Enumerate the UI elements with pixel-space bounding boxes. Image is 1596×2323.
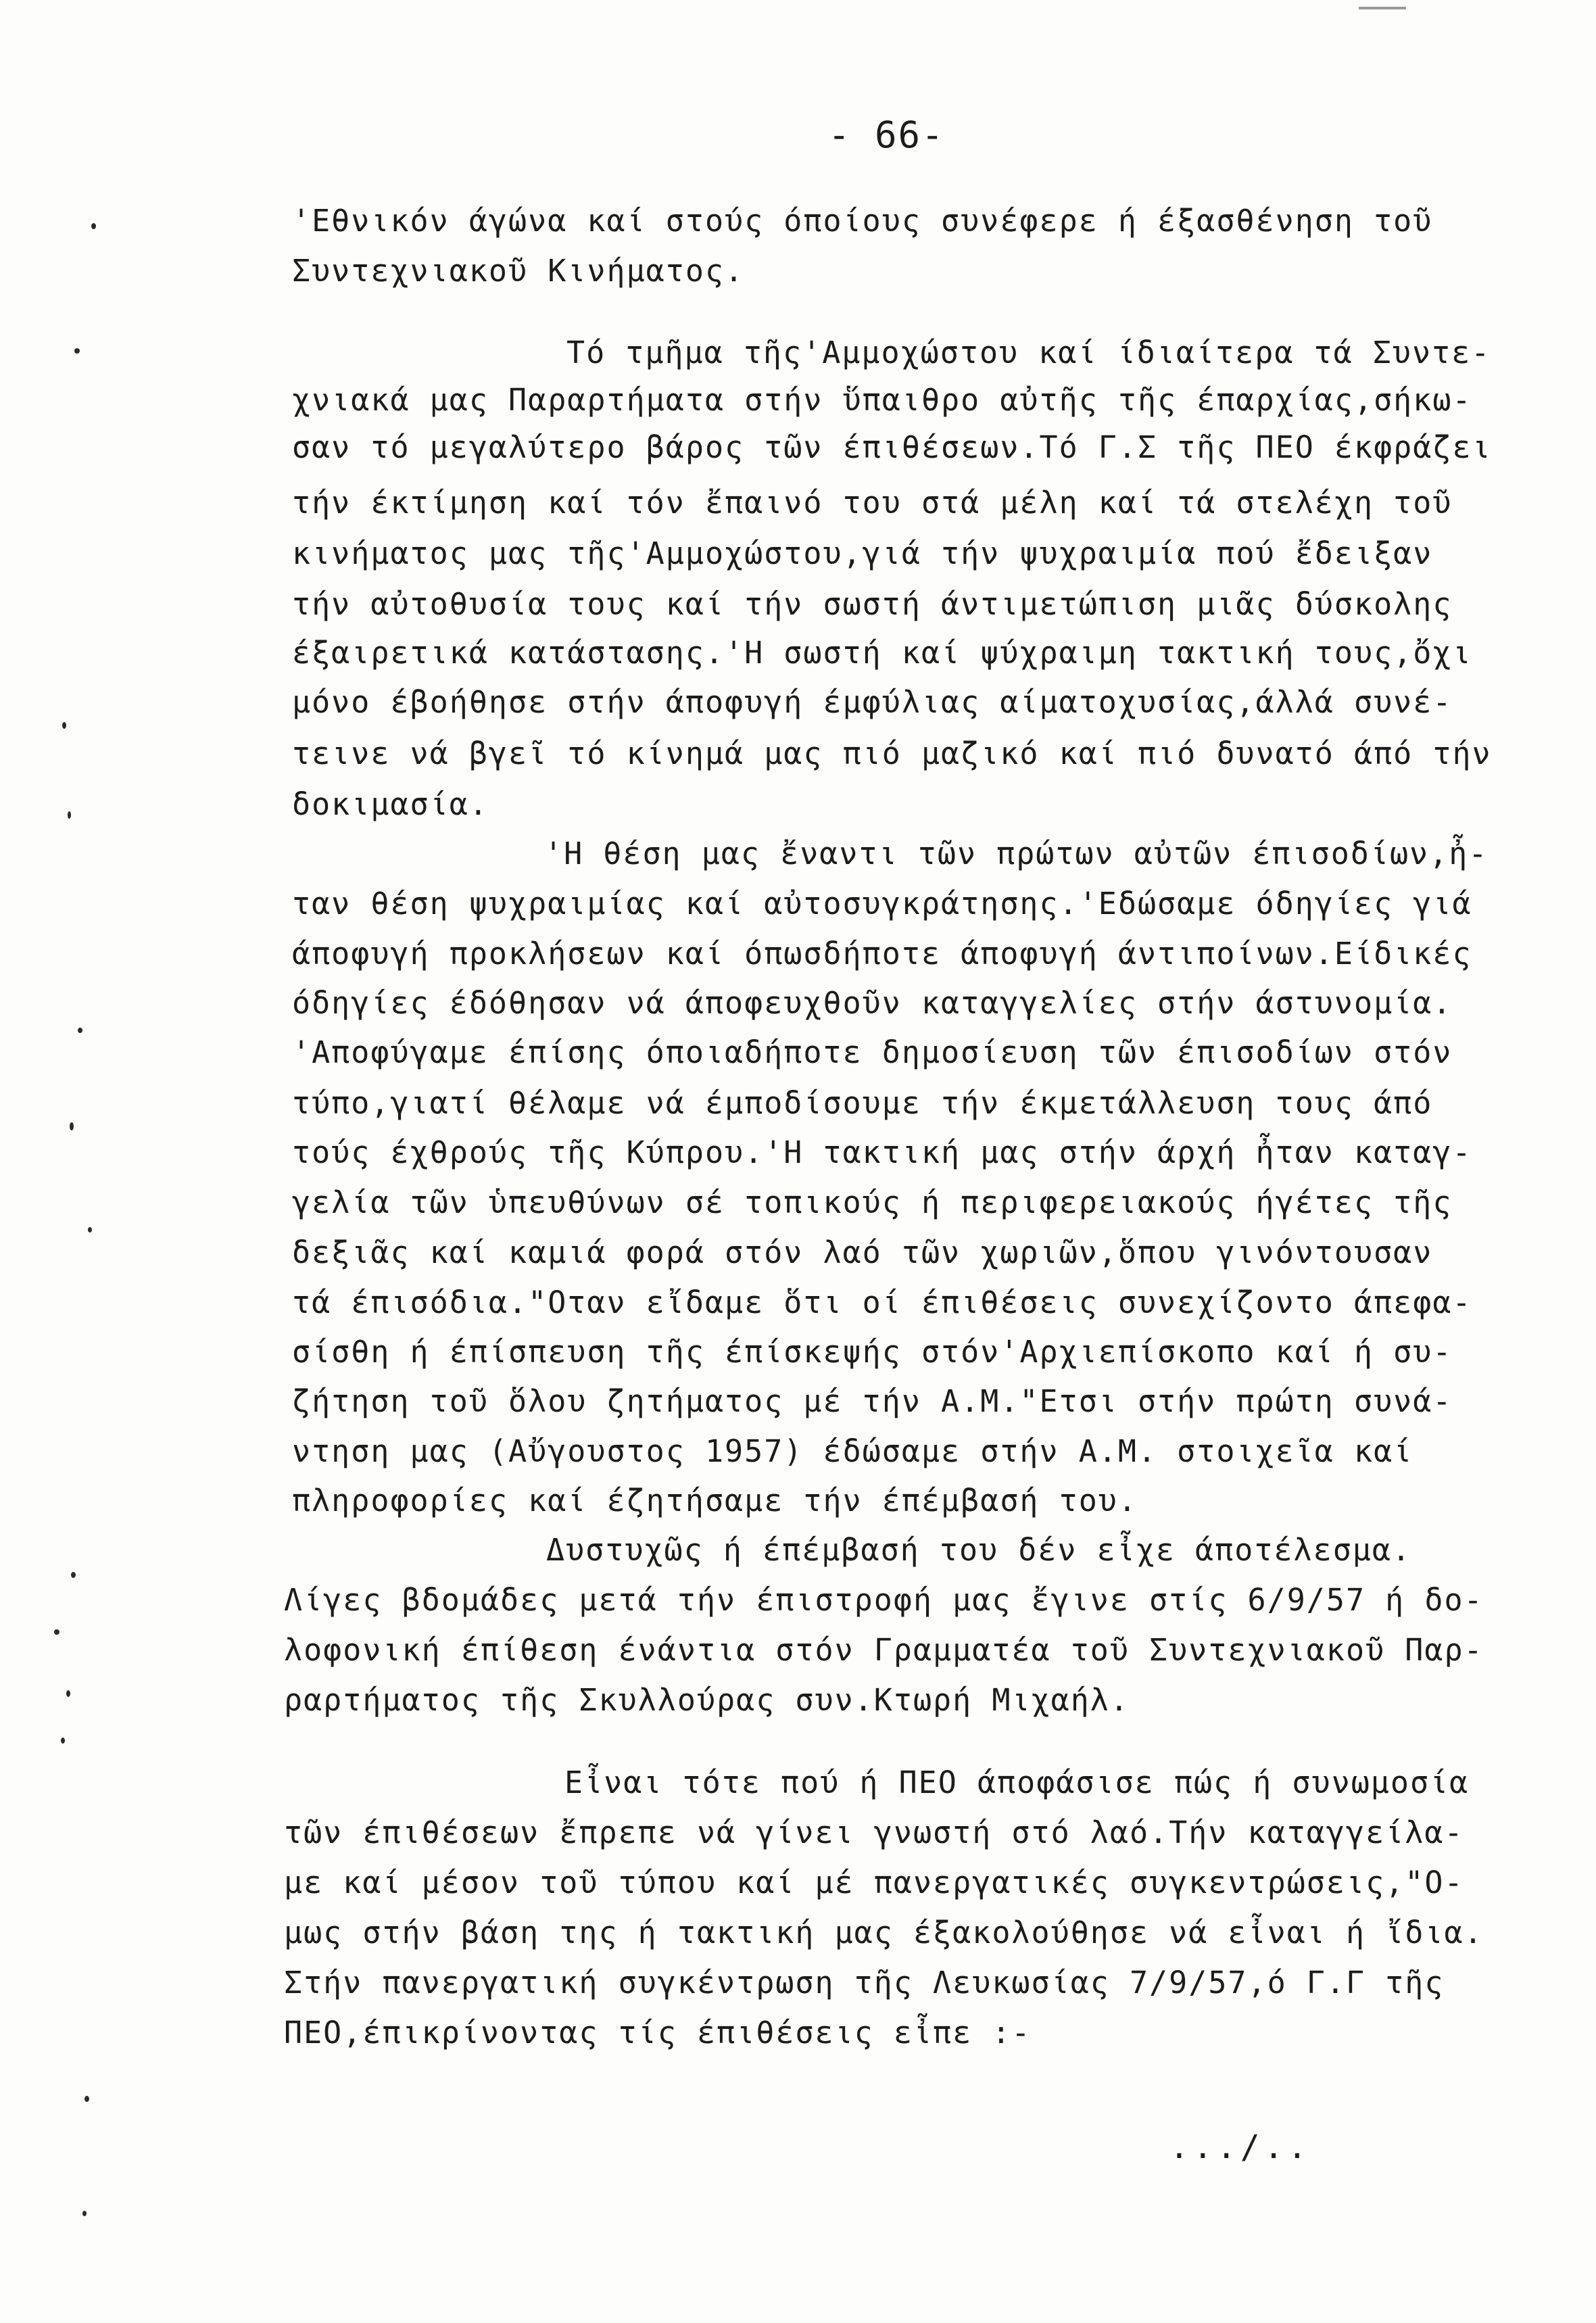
text-line: τά έπισόδια."Οταν εἴδαμε ὅτι οί έπιθέσεις συνεχίζοντο άπεφα- xyxy=(292,1285,1472,1320)
text-line: Λίγες βδομάδες μετά τήν έπιστροφή μας ἔγινε στίς 6/9/57 ή δο- xyxy=(284,1582,1484,1618)
text-line: ραρτήματος τῆς Σκυλλούρας συν.Κτωρή Μιχαήλ. xyxy=(284,1682,1130,1718)
text-line: γελία τῶν ὑπευθύνων σέ τοπικούς ή περιφερειακούς ήγέτες τῆς xyxy=(292,1184,1453,1220)
scan-speck xyxy=(62,722,66,729)
scan-speck xyxy=(71,1572,76,1578)
scan-speck xyxy=(66,1690,70,1697)
scan-speck xyxy=(68,811,71,819)
scan-speck xyxy=(82,2211,87,2216)
text-line: λοφονική έπίθεση ένάντια στόν Γραμματέα τοῦ Συντεχνιακοῦ Παρ- xyxy=(284,1632,1484,1668)
text-line: σίσθη ή έπίσπευση τῆς έπίσκεψής στόν'Αρχιεπίσκοπο καί ή συ- xyxy=(292,1334,1453,1370)
text-line: σαν τό μεγαλύτερο βάρος τῶν έπιθέσεων.Τό Γ.Σ τῆς ΠΕΟ έκφράζει xyxy=(292,429,1492,465)
text-line: Συντεχνιακοῦ Κινήματος. xyxy=(292,253,745,289)
text-line: Εἶναι τότε πού ή ΠΕΟ άποφάσισε πώς ή συνωμοσία xyxy=(564,1765,1470,1800)
scan-speck xyxy=(61,1738,65,1744)
scan-speck xyxy=(88,1227,92,1232)
text-line: πληροφορίες καί έζητήσαμε τήν έπέμβασή του. xyxy=(292,1483,1138,1518)
text-line: όδηγίες έδόθησαν νά άποφευχθοῦν καταγγελίες στήν άστυνομία. xyxy=(292,985,1453,1021)
text-line: χνιακά μας Παραρτήματα στήν ὕπαιθρο αὐτῆς τῆς έπαρχίας,σήκω- xyxy=(292,382,1472,418)
text-line: τῶν έπιθέσεων ἔπρεπε νά γίνει γνωστή στό λαό.Τήν καταγγείλα- xyxy=(284,1815,1464,1850)
text-line: τήν αὐτοθυσία τους καί τήν σωστή άντιμετώπιση μιᾶς δύσκολης xyxy=(292,586,1453,622)
text-line: ταν θέση ψυχραιμίας καί αὐτοσυγκράτησης.'Εδώσαμε όδηγίες γιά xyxy=(292,886,1472,921)
page-number: - 66- xyxy=(828,114,945,156)
scan-speck xyxy=(70,1122,74,1130)
scan-speck xyxy=(54,1629,59,1635)
scan-speck xyxy=(84,2096,89,2102)
text-line: Τό τμῆμα τῆς'Αμμοχώστου καί ίδιαίτερα τά Συντε- xyxy=(566,335,1491,370)
text-line: μως στήν βάση της ή τακτική μας έξακολούθησε νά εἶναι ή ἴδια. xyxy=(284,1915,1484,1950)
text-line: Δυστυχῶς ή έπέμβασή του δέν εἶχε άποτέλεσμα. xyxy=(546,1532,1412,1568)
text-line: ζήτηση τοῦ ὅλου ζητήματος μέ τήν Α.Μ."Ετσι στήν πρώτη συνά- xyxy=(292,1383,1453,1419)
text-line: κινήματος μας τῆς'Αμμοχώστου,γιά τήν ψυχραιμία πού ἔδειξαν xyxy=(292,535,1433,571)
scan-mark xyxy=(1359,7,1406,9)
text-line: τούς έχθρούς τῆς Κύπρου.'Η τακτική μας στήν άρχή ἦταν καταγ- xyxy=(292,1134,1472,1170)
text-line: μόνο έβοήθησε στήν άποφυγή έμφύλιας αίματοχυσίας,άλλά συνέ- xyxy=(292,684,1453,720)
text-line: έξαιρετικά κατάστασης.'Η σωστή καί ψύχραιμη τακτική τους,ὄχι xyxy=(292,635,1472,671)
continuation-mark: .../.. xyxy=(1169,2128,1311,2166)
scan-speck xyxy=(74,348,80,354)
text-line: δεξιᾶς καί καμιά φορά στόν λαό τῶν χωριῶν,ὅπου γινόντουσαν xyxy=(292,1235,1433,1270)
text-line: τύπο,γιατί θέλαμε νά έμποδίσουμε τήν έκμετάλλευση τους άπό xyxy=(292,1085,1433,1121)
text-line: άποφυγή προκλήσεων καί όπωσδήποτε άποφυγή άντιποίνων.Είδικές xyxy=(292,936,1472,972)
text-line: 'Εθνικόν άγώνα καί στούς όποίους συνέφερε ή έξασθένηση τοῦ xyxy=(292,203,1433,239)
text-line: ντηση μας (Αὔγουστος 1957) έδώσαμε στήν Α.Μ. στοιχεῖα καί xyxy=(292,1433,1413,1469)
scan-speck xyxy=(91,223,96,229)
text-line: δοκιμασία. xyxy=(292,786,489,822)
text-line: Στήν πανεργατική συγκέντρωση τῆς Λευκωσίας 7/9/57,ό Γ.Γ τῆς xyxy=(284,1965,1445,2001)
text-line: τήν έκτίμηση καί τόν ἔπαινό του στά μέλη καί τά στελέχη τοῦ xyxy=(292,485,1453,521)
text-line: 'Η θέση μας ἔναντι τῶν πρώτων αὐτῶν έπισοδίων,ἦ- xyxy=(544,836,1489,871)
text-line: τεινε νά βγεῖ τό κίνημά μας πιό μαζικό καί πιό δυνατό άπό τήν xyxy=(292,736,1492,771)
text-line: με καί μέσον τοῦ τύπου καί μέ πανεργατικές συγκεντρώσεις,"Ο- xyxy=(284,1865,1464,1900)
text-line: ΠΕΟ,έπικρίνοντας τίς έπιθέσεις εἶπε :- xyxy=(284,2015,1032,2051)
scan-speck xyxy=(78,1028,82,1033)
text-line: 'Αποφύγαμε έπίσης όποιαδήποτε δημοσίευση τῶν έπισοδίων στόν xyxy=(292,1034,1453,1070)
